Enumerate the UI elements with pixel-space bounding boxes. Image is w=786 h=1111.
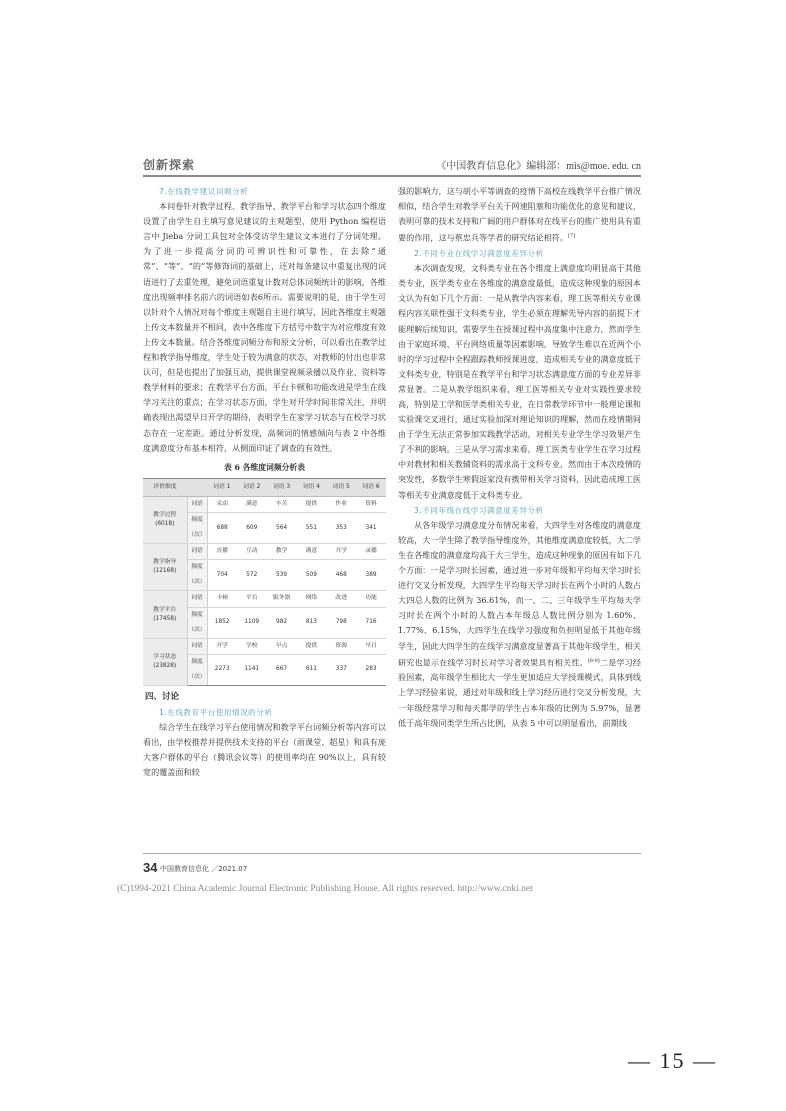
row-label: 频度（次） [187, 560, 207, 591]
header-cell: 词语 4 [296, 478, 326, 496]
footer-divider [143, 853, 641, 854]
freq-cell: 798 [326, 607, 356, 638]
word-cell: 辛苦 [267, 496, 297, 512]
freq-cell: 688 [207, 512, 237, 543]
freq-cell: 337 [326, 654, 356, 685]
header-divider [143, 175, 641, 177]
freq-cell: 1109 [237, 607, 267, 638]
copyright-notice: (C)1994-2021 China Academic Journal Electronic Publishing House. All rights reserved. http://www.cnki.net [117, 884, 533, 894]
word-cell: 教学 [267, 544, 297, 560]
word-cell: 满意 [296, 544, 326, 560]
word-cell: 采动 [207, 496, 237, 512]
citation: [7] [567, 233, 576, 240]
freq-cell: 572 [237, 560, 267, 591]
freq-cell: 509 [296, 560, 326, 591]
dimension-name: 学习状态 [153, 653, 177, 660]
section-tag: 创新探索 [143, 158, 196, 172]
freq-cell: 468 [326, 560, 356, 591]
freq-cell: 609 [237, 512, 267, 543]
word-cell: 开学 [326, 544, 356, 560]
word-cell: 网络 [296, 591, 326, 607]
paragraph [398, 184, 641, 246]
citation: [8-9] [587, 657, 600, 664]
word-cell: 平台 [237, 591, 267, 607]
table-row [143, 544, 386, 560]
left-column [143, 184, 386, 781]
word-cell: 录播 [356, 544, 386, 560]
dimension-name: 教学指导 [153, 559, 177, 566]
page-header [143, 155, 641, 175]
word-cell: 改进 [326, 591, 356, 607]
dimension-cell [143, 544, 187, 591]
freq-cell: 1852 [207, 607, 237, 638]
word-cell: 功能 [356, 591, 386, 607]
header-cell: 词语 3 [267, 478, 297, 496]
word-cell: 直播 [207, 544, 237, 560]
word-cell: 资源 [326, 638, 356, 654]
freq-cell: 353 [326, 512, 356, 543]
scan-page-number: — 15 — [628, 1048, 717, 1073]
freq-cell: 539 [267, 560, 297, 591]
freq-cell: 551 [296, 512, 326, 543]
row-label: 频度（次） [187, 512, 207, 543]
header-cell: 评价维度 [143, 478, 187, 496]
paragraph-text: 强的影响力，这与胡小平等调查的疫情下高校在线教学平台推广情况相似，结合学生对教学平台关于网速阻塞和功能优化的意见和建议，表明可靠的技术支持和广阔的用户群体对在线平台的推广使用具有重要的作用，这与蔡忠兵等学者的研究结论相符。 [398, 186, 641, 243]
word-cell: 互动 [237, 544, 267, 560]
paragraph: 综合学生在线学习平台使用情况和教学平台词频分析等内容可以看出，由学校推荐并提供技术支持的平台（雨课堂、超星）和具有庞大客户群体的平台（腾讯会议等）的使用率均在 90%以上，具有较宽的覆盖面和较 [143, 722, 386, 778]
row-label: 词语 [187, 638, 207, 654]
dimension-count: (23828) [153, 662, 177, 669]
freq-cell: 341 [356, 512, 386, 543]
word-frequency-table [143, 478, 386, 686]
subheading-7: 7.在线教学建议词频分析 [159, 187, 249, 196]
word-cell: 开学 [207, 638, 237, 654]
word-cell: 满意 [237, 496, 267, 512]
freq-cell: 2273 [207, 654, 237, 685]
page-number: 34 [143, 860, 158, 875]
subheading-1: 1.在线教育平台使用情况的分析 [159, 708, 273, 718]
row-label: 频度（次） [187, 654, 207, 685]
word-cell: 作业 [326, 496, 356, 512]
header-cell: 词语 1 [207, 478, 237, 496]
word-cell: 提供 [296, 638, 326, 654]
header-cell [187, 478, 207, 496]
paragraph-text: 二是学习经验因素，高年级学生相比大一学生更加适应大学授课模式，具体到线上学习经验来说，通过对年级和线上学习经历进行交叉分析发现，大一年级经常学习和每天都学的学生占本年级的比例为 5.97%，显著低于高年级同类学生所占比例，从表 5 中可以明显看出，前期线 [398, 657, 641, 728]
row-label: 词语 [187, 496, 207, 512]
table-row [143, 591, 386, 607]
header-cell: 词语 5 [326, 478, 356, 496]
freq-cell: 716 [356, 607, 386, 638]
freq-cell: 389 [356, 560, 386, 591]
header-cell: 词语 2 [237, 478, 267, 496]
paragraph: 本次调查发现，文科类专业在各个维度上满意度均明显高于其他类专业，医学类专业在各维度的满意度最低，造成这种现象的原因本文认为有如下几个方面：一是从教学内容来看，理工医等相关专业课程内容关联性强于文科类专业，学生必须在理解先导内容的前提下才能理解后续知识，需要学生在授课过程中高度集中注意力，然而学生由于家庭环境、平台网络质量等因素影响，导致学生难以在近两个小时的学习过程中全程跟踪教师授课进度，造成相关专业的满意度低于文科类专业，特别是在教学平台和学习状态满意度方面的专业差异非常显著。二是从教学组织来看，理工医等相关专业对实践性要求较高，特别是工学和医学类相关专业，在日常教学环节中一般理论课和实验课交叉进行，通过实验加深对理论知识的理解，然而在疫情期间由于学生无法正常参加实践教学活动，对相关专业学生学习效果产生了不利的影响。三是从学习需求来看，理工医类专业学生在学习过程中对教材和相关教辅资料的需求高于文科专业，然而由于本次疫情的突发性，多数学生寒假返家没有携带相关学习资料，因此造成理工医等相关专业满意度低于文科类专业。 [398, 263, 641, 500]
word-cell: 提供 [296, 496, 326, 512]
row-label: 词语 [187, 591, 207, 607]
row-label: 词语 [187, 544, 207, 560]
dimension-cell [143, 591, 187, 638]
freq-cell: 982 [267, 607, 297, 638]
table-row [143, 496, 386, 512]
word-cell: 服务器 [267, 591, 297, 607]
footer-journal: 中国教育信息化 ／2021.07 [160, 865, 248, 873]
dimension-cell [143, 638, 187, 685]
section-heading-discussion: 四、讨论 [145, 692, 180, 702]
dimension-count: (17458) [153, 615, 177, 622]
word-cell: 早日 [356, 638, 386, 654]
dimension-cell [143, 496, 187, 543]
paragraph-text: 从各年级学习满意度分布情况来看，大四学生对各维度的满意度较高，大一学生除了教学指导维度外，其他维度满意度较低，大二学生在各维度的满意度均高于大三学生，造成这种现象的原因有如下几个方面：一是学习时长因素，通过进一步对年级和平均每天学习时长进行交叉分析发现，大四学生平均每天学习时长在两个小时的人数占大四总人数的比例为 36.61%，而一、二、三年级学生平均每天学习时长在两个小时的人数占本年级总人数比例分别为 1.60%、1.77%、6.15%，大四学生在线学习强度和负担明显低于其他年级学生，因此大四学生的在线学习满意度显著高于其他年级学生，相关研究也显示在线学习时长对学习者效果具有相关性。 [398, 519, 641, 668]
table-header-row [143, 478, 386, 496]
freq-cell: 564 [267, 512, 297, 543]
dimension-count: (6018) [155, 521, 175, 528]
subheading-2: 2.不同专业在线学习满意度差异分析 [414, 249, 544, 259]
dimension-name: 教学过程 [153, 512, 177, 519]
word-cell: 卡顿 [207, 591, 237, 607]
row-label: 频度（次） [187, 607, 207, 638]
table-title: 表 6 各维度词频分析表 [223, 462, 306, 472]
freq-cell: 704 [207, 560, 237, 591]
table-row [143, 638, 386, 654]
freq-cell: 611 [296, 654, 326, 685]
freq-cell: 813 [296, 607, 326, 638]
journal-contact: 《中国教育信息化》编辑部：mis@moe. edu. cn [436, 161, 641, 172]
word-cell: 资料 [356, 496, 386, 512]
paragraph [398, 518, 641, 731]
right-column [398, 184, 641, 731]
word-cell: 早点 [267, 638, 297, 654]
subheading-3: 3.不同年级在线学习满意度差异分析 [414, 505, 544, 515]
dimension-count: (12168) [153, 568, 177, 575]
freq-cell: 283 [356, 654, 386, 685]
freq-cell: 1141 [237, 654, 267, 685]
header-cell: 词语 6 [356, 478, 386, 496]
freq-cell: 667 [267, 654, 297, 685]
paragraph: 本问卷针对教学过程、教学指导、教学平台和学习状态四个维度设置了由学生自主填写意见建议的主观题型，使用 Python 编程语言中 Jieba 分词工具包对全体受访学生建议文本进行了分词处理。为了进一步提高分词的可辨识性和可靠性，在去除“通常”、“等”、“的”等修饰词的基础上，还对每条建议中重复出现的词语进行了去重处理，避免词语重复计数对总体词频统计的影响，各维度出现频率排名前六的词语如表6所示。需要说明的是，由于学生可以针对个人情况对每个维度主观题自主进行填写，因此各维度主观题上传文本数量并不相同，表中各维度下方括号中数字为对应维度有效上传文本数量。结合各维度词频分布和原文分析，可以看出在教学过程和教学指导维度，学生处于较为满意的状态，对教师的付出也非常认可，但是也提出了加强互动，提供课堂视频录播以及作业、资料等教学材料的要求；在教学平台方面，平台卡顿和功能改进是学生在线学习关注的重点；在学习状态方面，学生对开学时间非常关注，并明确表现出渴望早日开学的期待，表明学生在家学习状态与在校学习状态存在一定差距。通过分析发现，高频词的情感倾向与表 2 中各维度满意度分布基本相符，从侧面印证了调查的有效性。 [143, 201, 386, 453]
word-cell: 学校 [237, 638, 267, 654]
dimension-name: 教学平台 [153, 606, 177, 613]
